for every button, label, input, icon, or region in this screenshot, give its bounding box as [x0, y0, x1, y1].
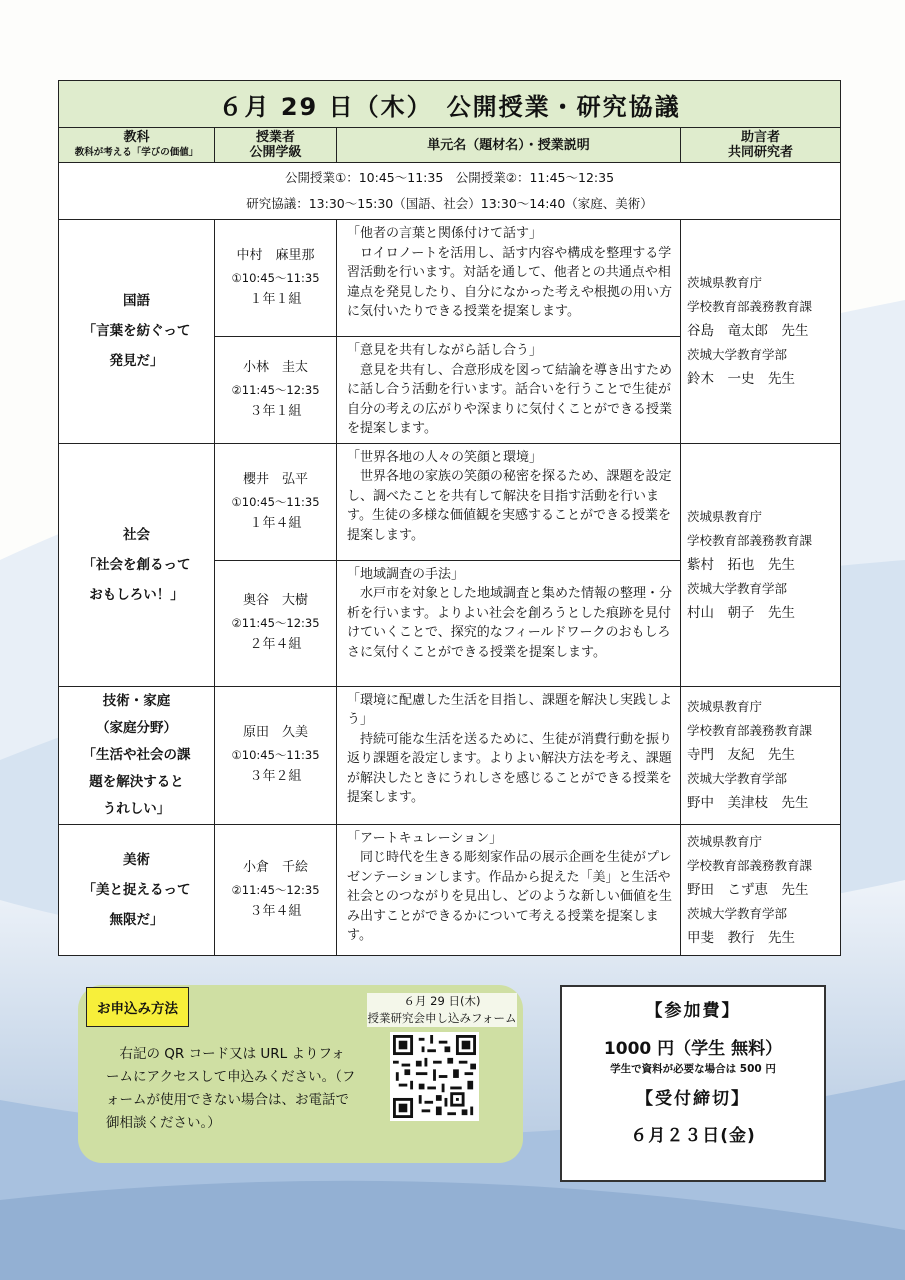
subject-cell-home-economics: [59, 686, 215, 824]
advisor-line: 茨城県教育庁: [687, 699, 763, 714]
advisor-cell-home-economics: [681, 686, 841, 824]
fee-note: 学生で資料が必要な場合は 500 円: [610, 1063, 776, 1075]
unit-description: 同じ時代を生きる彫刻家作品の展示企画を生徒がプレゼンテーションします。作品から捉えた「美」と生活や社会とのつながりを見出し、どのような新しい価値を生み出すことができるかについて考える授業を提案します。: [347, 850, 673, 943]
unit-title: 「環境に配慮した生活を目指し、課題を解決し実践しよう」: [347, 692, 673, 727]
class-name: １年４組: [249, 515, 302, 531]
schedule-discussion: 研究協議：13:30～15:30（国語、社会）13:30～14:40（家庭、美術）: [246, 196, 653, 211]
unit-cell: [337, 560, 681, 686]
class-name: ３年４組: [249, 903, 302, 919]
subject-name: 美術: [123, 851, 150, 868]
unit-title: 「地域調査の手法」: [347, 566, 465, 582]
advisor-line: 学校教育部義務教育課: [687, 723, 813, 738]
subject-name-sub: （家庭分野）: [96, 719, 177, 736]
lesson-time: ②11:45～12:35: [231, 882, 320, 897]
class-name: ３年１組: [249, 403, 302, 419]
deadline-date: ６月２３日(金): [630, 1126, 756, 1146]
subject-value-line: 無限だ」: [109, 911, 164, 928]
subject-value-line: 「生活や社会の課: [82, 746, 191, 763]
lesson-time: ②11:45～12:35: [231, 616, 320, 630]
lesson-time: ②11:45～12:35: [231, 382, 320, 397]
advisor-name: 鈴木 一史 先生: [687, 371, 795, 388]
advisor-name: 寺門 友紀 先生: [687, 747, 795, 763]
application-text: 右記の QR コード又は URL よりフォームにアクセスして申込みください。（フォームが使用できない場合は、お電話で御相談ください。）: [106, 1046, 356, 1131]
teacher-cell: [215, 443, 337, 560]
fee-heading: 【参加費】: [645, 1001, 741, 1021]
unit-cell: [337, 686, 681, 824]
unit-title: 「意見を共有しながら話し合う」: [347, 343, 543, 358]
teacher-name: 櫻井 弘平: [242, 471, 308, 487]
program-table-wrapper: [58, 80, 840, 956]
qr-date: ６月 29 日(木): [403, 994, 481, 1008]
subject-value-line: おもしろい！」: [89, 586, 184, 603]
unit-title: 「世界各地の人々の笑顔と環境」: [347, 449, 543, 465]
advisor-line: 茨城大学教育学部: [687, 347, 788, 363]
subject-value-line: 「言葉を紡ぐって: [82, 323, 191, 340]
teacher-cell: [215, 337, 337, 444]
subject-value-line: 題を解決すると: [89, 773, 184, 790]
program-table: [58, 80, 841, 956]
application-panel: [78, 985, 523, 1163]
lesson-time: ①10:45～11:35: [231, 748, 320, 762]
teacher-name: 原田 久美: [242, 725, 308, 740]
fee-panel: [560, 985, 826, 1182]
advisor-line: 学校教育部義務教育課: [687, 299, 813, 315]
subject-cell-japanese: [59, 220, 215, 444]
unit-cell: [337, 443, 681, 560]
advisor-name: 村山 朝子 先生: [687, 604, 795, 621]
advisor-cell-art: [681, 824, 841, 955]
advisor-line: 茨城大学教育学部: [687, 771, 788, 786]
header-subject-sub: 教科が考える「学びの価値」: [74, 147, 199, 158]
subject-cell-art: [59, 824, 215, 955]
header-teacher-line1: 授業者: [255, 130, 295, 145]
teacher-name: 奥谷 大樹: [242, 593, 308, 608]
subject-name: 技術・家庭: [102, 692, 171, 709]
unit-description: 持続可能な生活を送るために、生徒が消費行動を振り返り課題を設定します。よりよい解決方法を考え、課題が解決したときにうれしさを感じることができる授業を提案します。: [347, 731, 673, 805]
advisor-line: 茨城県教育庁: [687, 508, 763, 524]
schedule-cell: [59, 163, 841, 220]
advisor-line: 茨城大学教育学部: [687, 580, 788, 596]
subject-cell-social: [59, 443, 215, 686]
teacher-name: 小倉 千絵: [242, 859, 308, 875]
unit-cell: [337, 337, 681, 444]
class-name: ３年２組: [249, 769, 302, 784]
schedule-lessons: 公開授業①：10:45～11:35 公開授業②：11:45～12:35: [285, 170, 615, 185]
advisor-name: 紫村 拓也 先生: [687, 556, 795, 573]
teacher-cell: [215, 220, 337, 337]
advisor-name: 甲斐 教行 先生: [687, 929, 795, 946]
qr-code-icon: [393, 1035, 476, 1118]
unit-cell: [337, 220, 681, 337]
header-unit: 単元名（題材名）・授業説明: [337, 128, 681, 163]
fee-amount: 1000 円（学生 無料）: [603, 1039, 783, 1059]
advisor-cell-social: [681, 443, 841, 686]
advisor-line: 茨城大学教育学部: [687, 905, 788, 921]
page-title: ６月 29 日（木） 公開授業・研究協議: [59, 81, 841, 128]
lesson-time: ①10:45～11:35: [231, 494, 320, 509]
advisor-line: 茨城県教育庁: [687, 833, 763, 849]
unit-cell: [337, 824, 681, 955]
header-advisor-line2: 共同研究者: [728, 145, 794, 160]
advisor-name: 野田 こず恵 先生: [687, 881, 809, 898]
header-teacher-line2: 公開学級: [249, 145, 302, 160]
teacher-name: 小林 圭太: [242, 359, 308, 375]
subject-value-line: 「社会を創るって: [82, 556, 191, 573]
subject-value-line: うれしい」: [102, 800, 171, 817]
teacher-cell: [215, 560, 337, 686]
advisor-line: 学校教育部義務教育課: [687, 532, 813, 548]
advisor-name: 野中 美津枝 先生: [687, 795, 809, 811]
unit-title: 「他者の言葉と関係付けて話す」: [347, 226, 543, 241]
subject-name: 国語: [123, 293, 150, 310]
advisor-name: 谷島 竜太郎 先生: [687, 323, 809, 340]
header-subject-label: 教科: [123, 130, 150, 145]
subject-value-line: 発見だ」: [109, 353, 164, 370]
teacher-name: 中村 麻里那: [236, 248, 315, 263]
teacher-cell: [215, 686, 337, 824]
lesson-time: ①10:45～11:35: [231, 271, 320, 285]
unit-description: 世界各地の家族の笑顔の秘密を探るため、課題を設定し、調べたことを共有して解決を目指す活動を行います。生徒の多様な価値観を実感することができる授業を提案します。: [347, 469, 672, 543]
header-advisor: [681, 128, 841, 163]
header-subject: [59, 128, 215, 163]
advisor-line: 茨城県教育庁: [687, 275, 763, 291]
qr-form-name: 授業研究会申し込みフォーム: [367, 1011, 517, 1025]
teacher-cell: [215, 824, 337, 955]
header-teacher: [215, 128, 337, 163]
class-name: ２年４組: [249, 637, 302, 652]
subject-value-line: 「美と捉えるって: [82, 881, 191, 898]
advisor-line: 学校教育部義務教育課: [687, 857, 813, 873]
application-label: お申込み方法: [86, 987, 189, 1027]
subject-name: 社会: [123, 526, 150, 543]
unit-title: 「アートキュレーション」: [347, 830, 503, 846]
advisor-cell-japanese: [681, 220, 841, 444]
deadline-heading: 【受付締切】: [636, 1089, 750, 1109]
class-name: １年１組: [249, 292, 302, 307]
qr-caption: [367, 993, 517, 1027]
header-advisor-line1: 助言者: [741, 130, 781, 145]
unit-description: ロイロノートを活用し、話す内容や構成を整理する学習活動を行います。対話を通して、他者との共通点や相違点を発見したり、自分になかった考えや根拠の用い方に気付いたりできる授業を提案します。: [347, 245, 673, 319]
unit-description: 意見を共有し、合意形成を図って結論を導き出すために話し合う活動を行います。話合いを行うことで生徒が自分の考えの広がりや深まりに気付くことができる授業を提案します。: [347, 362, 673, 436]
unit-description: 水戸市を対象とした地域調査と集めた情報の整理・分析を行います。よりよい社会を創ろうとした痕跡を見付けていくことで、探究的なフィールドワークのおもしろさに気付くことができる授業を提案します。: [347, 586, 673, 660]
qr-code[interactable]: [390, 1032, 479, 1121]
